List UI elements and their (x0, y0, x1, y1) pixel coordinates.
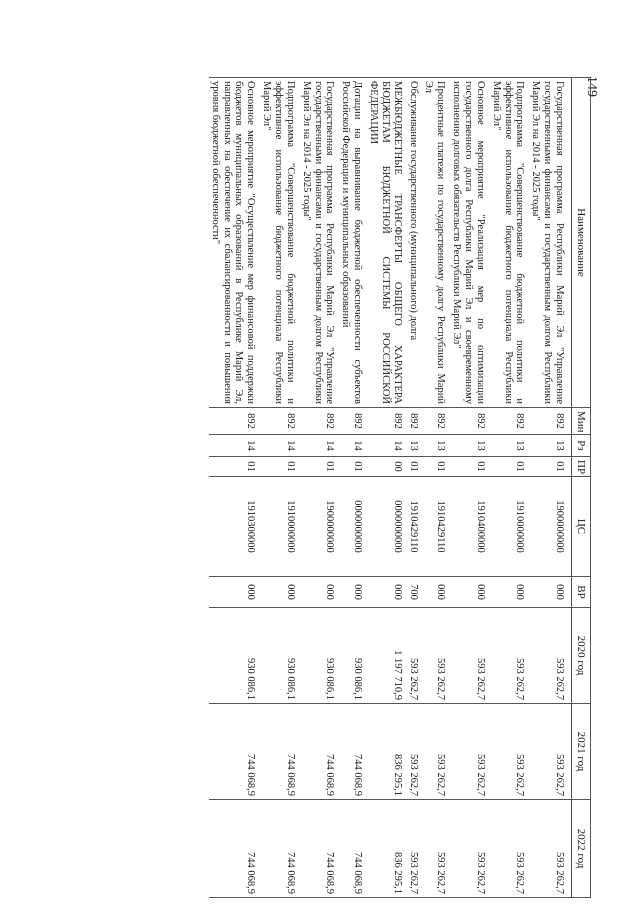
row-2020: 930 086,1 (300, 608, 340, 704)
row-vr: 000 (260, 577, 300, 608)
table-row (209, 78, 260, 898)
row-min: 892 (450, 408, 490, 435)
row-2022: 593 262,7 (490, 800, 530, 898)
row-2020: 593 262,7 (407, 608, 423, 704)
row-rz: 13 (407, 435, 423, 457)
row-name: Подпрограмма "Совершенствование бюджетной политики и эффективное использование бюджетного потенциала Республики Марий Эл" (490, 78, 530, 408)
header-2020: 2020 год (572, 608, 591, 704)
table-row (423, 78, 451, 898)
row-2020: 593 262,7 (450, 608, 490, 704)
row-min: 892 (209, 408, 260, 435)
row-cs: 1910000000 (260, 477, 300, 577)
table-row (529, 78, 571, 898)
row-vr: 000 (490, 577, 530, 608)
row-min: 892 (423, 408, 451, 435)
row-cs: 1910400000 (450, 477, 490, 577)
row-2020: 930 086,1 (339, 608, 367, 704)
row-2022: 593 262,7 (450, 800, 490, 898)
header-vr: ВР (572, 577, 591, 608)
row-vr: 700 (407, 577, 423, 608)
table-row (407, 78, 423, 898)
row-rz: 13 (529, 435, 571, 457)
row-2021: 593 262,7 (450, 704, 490, 800)
row-2021: 593 262,7 (490, 704, 530, 800)
row-2021: 836 295,1 (367, 704, 407, 800)
row-2020: 930 086,1 (260, 608, 300, 704)
row-vr: 000 (339, 577, 367, 608)
row-2021: 744 068,9 (300, 704, 340, 800)
row-vr: 000 (423, 577, 451, 608)
row-pr: 01 (490, 457, 530, 477)
row-name: Процентные платежи по государственному долгу Республики Марий Эл (423, 78, 451, 408)
row-2022: 593 262,7 (423, 800, 451, 898)
row-2022: 593 262,7 (407, 800, 423, 898)
row-vr: 000 (450, 577, 490, 608)
row-min: 892 (300, 408, 340, 435)
row-cs: 1910000000 (490, 477, 530, 577)
row-2021: 593 262,7 (423, 704, 451, 800)
row-pr: 00 (367, 457, 407, 477)
row-name: Основное мероприятие "Реализация мер по оптимизации государственного долга Республики Марий Эл и своевременному исполнению долговых обязательств Республики Марий Эл" (450, 78, 490, 408)
row-2022: 744 068,9 (339, 800, 367, 898)
table-row (339, 78, 367, 898)
row-cs: 1900000000 (529, 477, 571, 577)
row-2021: 744 068,9 (339, 704, 367, 800)
row-cs: 1910429110 (407, 477, 423, 577)
row-name: Государственная программа Республики Марий Эл "Управление государственными финансами и государственным долгом Республики Марий Эл на 2014 - 2025 годы" (300, 78, 340, 408)
row-pr: 01 (209, 457, 260, 477)
row-2020: 593 262,7 (490, 608, 530, 704)
row-2020: 930 086,1 (209, 608, 260, 704)
row-vr: 000 (367, 577, 407, 608)
header-pr: ПР (572, 457, 591, 477)
header-name: Наименование (572, 78, 591, 408)
row-rz: 13 (490, 435, 530, 457)
table-row (260, 78, 300, 898)
row-pr: 01 (423, 457, 451, 477)
table-row (367, 78, 407, 898)
row-rz: 14 (339, 435, 367, 457)
row-pr: 01 (529, 457, 571, 477)
row-2020: 593 262,7 (423, 608, 451, 704)
table-body (209, 78, 572, 898)
row-name: Основное мероприятие "Осуществление мер финансовой поддержки бюджетов муниципальных образований в Республике Марий Эл, направленных на обеспечение их сбалансированности и повышения уровня бюджетной обеспеченности" (209, 78, 260, 408)
row-name: Дотации на выравнивание бюджетной обеспеченности субъектов Российской Федерации и муниципальных образований (339, 78, 367, 408)
header-cs: ЦС (572, 477, 591, 577)
row-cs: 0000000000 (367, 477, 407, 577)
row-2021: 593 262,7 (529, 704, 571, 800)
row-rz: 14 (209, 435, 260, 457)
table-row (450, 78, 490, 898)
row-rz: 14 (300, 435, 340, 457)
row-rz: 13 (450, 435, 490, 457)
header-2021: 2021 год (572, 704, 591, 800)
row-min: 892 (407, 408, 423, 435)
budget-table (209, 77, 591, 898)
row-vr: 000 (300, 577, 340, 608)
row-min: 892 (529, 408, 571, 435)
row-cs: 0000000000 (339, 477, 367, 577)
row-vr: 000 (209, 577, 260, 608)
row-2020: 1 197 710,9 (367, 608, 407, 704)
row-2022: 593 262,7 (529, 800, 571, 898)
row-cs: 1910300000 (209, 477, 260, 577)
row-name: МЕЖБЮДЖЕТНЫЕ ТРАНСФЕРТЫ ОБЩЕГО ХАРАКТЕРА БЮДЖЕТАМ БЮДЖЕТНОЙ СИСТЕМЫ РОССИЙСКОЙ ФЕДЕРАЦИИ (367, 78, 407, 408)
row-2022: 744 068,9 (209, 800, 260, 898)
row-pr: 01 (300, 457, 340, 477)
row-name: Государственная программа Республики Марий Эл "Управление государственными финансами и государственным долгом Республики Марий Эл на 2014 - 2025 годы" (529, 78, 571, 408)
row-cs: 1900000000 (300, 477, 340, 577)
row-2022: 744 068,9 (300, 800, 340, 898)
row-min: 892 (367, 408, 407, 435)
header-rz: Рз (572, 435, 591, 457)
table-header-row (572, 78, 591, 898)
row-vr: 000 (529, 577, 571, 608)
row-min: 892 (260, 408, 300, 435)
row-pr: 01 (339, 457, 367, 477)
row-2021: 744 068,9 (260, 704, 300, 800)
page-number: 149 (584, 76, 599, 97)
row-2022: 744 068,9 (260, 800, 300, 898)
row-cs: 1910429110 (423, 477, 451, 577)
row-name: Подпрограмма "Совершенствование бюджетной политики и эффективное использование бюджетного потенциала Республики Марий Эл" (260, 78, 300, 408)
row-name: Обслуживание государственного (муниципального) долга (407, 78, 423, 408)
table-row (300, 78, 340, 898)
row-rz: 14 (260, 435, 300, 457)
row-2020: 593 262,7 (529, 608, 571, 704)
row-pr: 01 (450, 457, 490, 477)
row-2021: 593 262,7 (407, 704, 423, 800)
row-pr: 01 (407, 457, 423, 477)
table-row (490, 78, 530, 898)
row-2022: 836 295,1 (367, 800, 407, 898)
row-min: 892 (339, 408, 367, 435)
row-rz: 14 (367, 435, 407, 457)
header-2022: 2022 год (572, 800, 591, 898)
row-2021: 744 068,9 (209, 704, 260, 800)
header-min: Мин (572, 408, 591, 435)
budget-table-frame (38, 77, 591, 897)
row-pr: 01 (260, 457, 300, 477)
row-rz: 13 (423, 435, 451, 457)
row-min: 892 (490, 408, 530, 435)
